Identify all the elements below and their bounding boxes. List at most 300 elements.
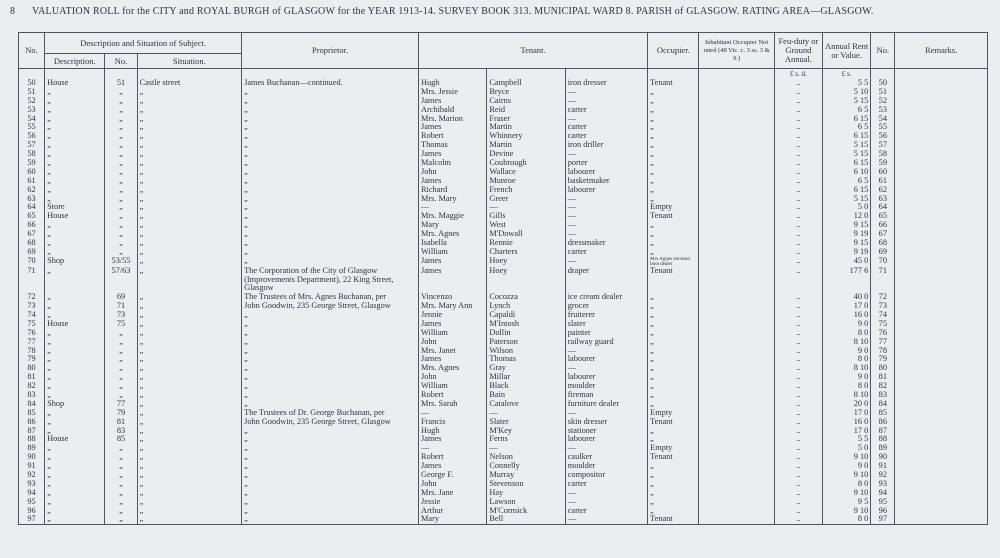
col-header-description: Description.	[45, 54, 105, 69]
row-tenant-surname: —	[487, 444, 565, 453]
row-tenant-first-name: Mrs. Jane	[419, 489, 487, 498]
row-tenant-surname: Coubrough	[487, 159, 565, 168]
col-header-no-right: No.	[871, 33, 895, 69]
row-house-number: „	[105, 123, 137, 132]
row-tenant-first-name: John	[419, 373, 487, 382]
row-occupier: „	[648, 177, 699, 186]
row-tenant-surname: Bell	[487, 515, 565, 524]
table-row	[19, 302, 988, 311]
row-situation: „	[137, 195, 242, 204]
row-annual-rent: 9 10	[823, 489, 871, 498]
table-row	[19, 347, 988, 356]
row-feu-duty: ..	[774, 221, 822, 230]
row-house-number: „	[105, 391, 137, 400]
row-situation: „	[137, 123, 242, 132]
row-annual-rent: 8 10	[823, 338, 871, 347]
row-tenant-occupation: carter	[565, 123, 647, 132]
row-number-right: 55	[871, 123, 895, 132]
row-house-number: 73	[105, 311, 137, 320]
row-inhabitant	[699, 355, 774, 364]
row-proprietor: „	[242, 168, 419, 177]
row-situation: „	[137, 267, 242, 293]
row-remarks	[895, 418, 988, 427]
row-tenant-surname: Catalove	[487, 400, 565, 409]
row-remarks	[895, 329, 988, 338]
row-tenant-occupation: carter	[565, 132, 647, 141]
row-inhabitant	[699, 177, 774, 186]
row-number: 60	[19, 168, 45, 177]
row-inhabitant	[699, 418, 774, 427]
row-tenant-surname: Paterson	[487, 338, 565, 347]
row-tenant-surname: Hoey	[487, 267, 565, 293]
row-tenant-first-name: James	[419, 257, 487, 267]
row-annual-rent: 5 5	[823, 435, 871, 444]
row-description: „	[45, 355, 105, 364]
row-inhabitant	[699, 168, 774, 177]
row-occupier: „	[648, 400, 699, 409]
row-annual-rent: 8 0	[823, 355, 871, 364]
row-annual-rent: 6 5	[823, 123, 871, 132]
row-tenant-first-name: Hugh	[419, 79, 487, 88]
table-row	[19, 230, 988, 239]
feu-units: £ s. d.	[774, 69, 822, 80]
row-tenant-occupation: —	[565, 221, 647, 230]
row-remarks	[895, 364, 988, 373]
row-situation: „	[137, 257, 242, 267]
row-description: „	[45, 115, 105, 124]
row-annual-rent: 9 19	[823, 248, 871, 257]
row-description: „	[45, 329, 105, 338]
table-row	[19, 221, 988, 230]
row-occupier: „	[648, 186, 699, 195]
row-feu-duty: ..	[774, 168, 822, 177]
row-feu-duty: ..	[774, 159, 822, 168]
row-tenant-occupation: —	[565, 195, 647, 204]
row-situation: „	[137, 186, 242, 195]
row-tenant-surname: Wallace	[487, 168, 565, 177]
row-annual-rent: 9 10	[823, 507, 871, 516]
row-situation: „	[137, 239, 242, 248]
row-feu-duty: ..	[774, 302, 822, 311]
row-number: 53	[19, 106, 45, 115]
row-number-right: 64	[871, 203, 895, 212]
row-remarks	[895, 168, 988, 177]
row-occupier: Tenant	[648, 418, 699, 427]
table-row	[19, 79, 988, 88]
row-house-number: „	[105, 106, 137, 115]
row-situation: „	[137, 480, 242, 489]
row-tenant-first-name: James	[419, 320, 487, 329]
row-tenant-surname: Gills	[487, 212, 565, 221]
row-tenant-occupation: —	[565, 203, 647, 212]
row-inhabitant	[699, 498, 774, 507]
row-inhabitant	[699, 239, 774, 248]
row-proprietor: „	[242, 106, 419, 115]
row-tenant-surname: Millar	[487, 373, 565, 382]
row-description: „	[45, 364, 105, 373]
row-remarks	[895, 212, 988, 221]
row-number: 58	[19, 150, 45, 159]
row-description: „	[45, 88, 105, 97]
row-occupier: „	[648, 462, 699, 471]
row-number-right: 61	[871, 177, 895, 186]
row-situation: „	[137, 132, 242, 141]
row-proprietor: „	[242, 382, 419, 391]
row-feu-duty: ..	[774, 311, 822, 320]
row-description: „	[45, 382, 105, 391]
row-number: 59	[19, 159, 45, 168]
table-row	[19, 267, 988, 293]
row-tenant-surname: Murray	[487, 471, 565, 480]
row-feu-duty: ..	[774, 489, 822, 498]
row-tenant-first-name: George F.	[419, 471, 487, 480]
row-number-right: 77	[871, 338, 895, 347]
table-row	[19, 480, 988, 489]
row-occupier: „	[648, 115, 699, 124]
row-situation: „	[137, 355, 242, 364]
row-feu-duty: ..	[774, 364, 822, 373]
table-row	[19, 444, 988, 453]
row-occupier: Tenant	[648, 267, 699, 293]
row-tenant-occupation: carter	[565, 507, 647, 516]
row-tenant-first-name: Robert	[419, 391, 487, 400]
row-tenant-surname: Slater	[487, 418, 565, 427]
row-tenant-surname: Bryce	[487, 88, 565, 97]
row-number-right: 58	[871, 150, 895, 159]
row-tenant-occupation: fireman	[565, 391, 647, 400]
row-number-right: 63	[871, 195, 895, 204]
row-tenant-occupation: —	[565, 489, 647, 498]
row-situation: „	[137, 329, 242, 338]
row-annual-rent: 9 0	[823, 347, 871, 356]
row-house-number: „	[105, 453, 137, 462]
row-tenant-surname: Nelson	[487, 453, 565, 462]
row-tenant-occupation: —	[565, 364, 647, 373]
row-number-right: 70	[871, 257, 895, 267]
row-description: „	[45, 347, 105, 356]
row-house-number: „	[105, 355, 137, 364]
row-description: „	[45, 123, 105, 132]
row-situation: „	[137, 221, 242, 230]
row-occupier: „	[648, 427, 699, 436]
row-description: „	[45, 230, 105, 239]
row-tenant-first-name: Mary	[419, 515, 487, 524]
row-tenant-first-name: Mrs. Mary Ann	[419, 302, 487, 311]
row-tenant-occupation: —	[565, 515, 647, 524]
row-inhabitant	[699, 79, 774, 88]
row-tenant-surname: Capaldi	[487, 311, 565, 320]
row-tenant-surname: Martin	[487, 141, 565, 150]
row-tenant-first-name: Mrs. Marion	[419, 115, 487, 124]
row-annual-rent: 8 10	[823, 391, 871, 400]
row-house-number: 57/63	[105, 267, 137, 293]
row-proprietor: „	[242, 88, 419, 97]
row-tenant-occupation: painter	[565, 329, 647, 338]
row-number: 51	[19, 88, 45, 97]
row-proprietor: „	[242, 132, 419, 141]
row-proprietor: The Trustees of Mrs. Agnes Buchanan, per	[242, 293, 419, 302]
row-annual-rent: 8 0	[823, 329, 871, 338]
row-situation: „	[137, 115, 242, 124]
row-number-right: 95	[871, 498, 895, 507]
row-feu-duty: ..	[774, 150, 822, 159]
row-number-right: 68	[871, 239, 895, 248]
row-number: 78	[19, 347, 45, 356]
row-annual-rent: 40 0	[823, 293, 871, 302]
row-annual-rent: 45 0	[823, 257, 871, 267]
table-row	[19, 409, 988, 418]
row-tenant-occupation: —	[565, 115, 647, 124]
row-feu-duty: ..	[774, 230, 822, 239]
row-tenant-occupation: carter	[565, 106, 647, 115]
row-tenant-surname: Campbell	[487, 79, 565, 88]
row-tenant-occupation: —	[565, 257, 647, 267]
row-inhabitant	[699, 400, 774, 409]
col-header-remarks: Remarks.	[895, 33, 988, 69]
row-remarks	[895, 267, 988, 293]
row-tenant-surname: M'Cormick	[487, 507, 565, 516]
row-occupier: Empty	[648, 444, 699, 453]
row-annual-rent: 16 0	[823, 311, 871, 320]
row-inhabitant	[699, 462, 774, 471]
row-occupier: „	[648, 141, 699, 150]
row-proprietor: „	[242, 462, 419, 471]
row-remarks	[895, 293, 988, 302]
row-situation: „	[137, 515, 242, 524]
row-number: 92	[19, 471, 45, 480]
row-situation: „	[137, 435, 242, 444]
row-situation: „	[137, 364, 242, 373]
row-number: 94	[19, 489, 45, 498]
row-remarks	[895, 338, 988, 347]
row-number-right: 71	[871, 267, 895, 293]
row-remarks	[895, 382, 988, 391]
row-remarks	[895, 435, 988, 444]
row-remarks	[895, 320, 988, 329]
row-situation: „	[137, 427, 242, 436]
row-tenant-occupation: labourer	[565, 373, 647, 382]
table-row	[19, 239, 988, 248]
row-proprietor: „	[242, 347, 419, 356]
row-inhabitant	[699, 267, 774, 293]
row-house-number: „	[105, 248, 137, 257]
row-house-number: „	[105, 150, 137, 159]
row-inhabitant	[699, 150, 774, 159]
row-description: „	[45, 391, 105, 400]
col-header-feu-duty: Feu-duty or Ground Annual.	[774, 33, 822, 69]
row-remarks	[895, 79, 988, 88]
row-feu-duty: ..	[774, 248, 822, 257]
row-remarks	[895, 230, 988, 239]
row-feu-duty: ..	[774, 239, 822, 248]
row-tenant-occupation: —	[565, 230, 647, 239]
row-tenant-surname: Stevenson	[487, 480, 565, 489]
row-tenant-surname: Rennie	[487, 239, 565, 248]
row-situation: „	[137, 203, 242, 212]
row-inhabitant	[699, 302, 774, 311]
row-proprietor: „	[242, 320, 419, 329]
row-annual-rent: 5 15	[823, 97, 871, 106]
row-description: „	[45, 515, 105, 524]
row-tenant-first-name: Mrs. Agnes	[419, 230, 487, 239]
row-proprietor: „	[242, 257, 419, 267]
col-header-inhabitant: Inhabitant Occupier Not rated (48 Vic. c. 3 ss. 3 & 9.)	[699, 33, 774, 69]
row-tenant-occupation: furniture dealer	[565, 400, 647, 409]
col-header-occupier: Occupier.	[648, 33, 699, 69]
row-inhabitant	[699, 338, 774, 347]
row-number: 73	[19, 302, 45, 311]
row-proprietor: „	[242, 221, 419, 230]
row-description: „	[45, 195, 105, 204]
row-occupier: „	[648, 435, 699, 444]
table-row	[19, 507, 988, 516]
row-annual-rent: 8 10	[823, 364, 871, 373]
row-remarks	[895, 391, 988, 400]
row-description: Shop	[45, 400, 105, 409]
row-annual-rent: 9 15	[823, 239, 871, 248]
row-feu-duty: ..	[774, 88, 822, 97]
row-tenant-surname: —	[487, 203, 565, 212]
table-row	[19, 97, 988, 106]
table-row	[19, 88, 988, 97]
row-house-number: 85	[105, 435, 137, 444]
table-row	[19, 159, 988, 168]
row-proprietor: „	[242, 453, 419, 462]
row-feu-duty: ..	[774, 347, 822, 356]
row-tenant-first-name: James	[419, 97, 487, 106]
row-tenant-occupation: labourer	[565, 186, 647, 195]
row-house-number: „	[105, 471, 137, 480]
row-occupier: „	[648, 221, 699, 230]
table-row	[19, 462, 988, 471]
row-tenant-occupation: —	[565, 498, 647, 507]
row-inhabitant	[699, 373, 774, 382]
row-feu-duty: ..	[774, 106, 822, 115]
row-proprietor: „	[242, 123, 419, 132]
row-feu-duty: ..	[774, 382, 822, 391]
row-occupier: „	[648, 195, 699, 204]
row-situation: „	[137, 320, 242, 329]
row-description: Store	[45, 203, 105, 212]
row-occupier: „	[648, 355, 699, 364]
row-situation: „	[137, 302, 242, 311]
row-occupier: „	[648, 302, 699, 311]
row-tenant-surname: Martin	[487, 123, 565, 132]
rent-units: £ s.	[823, 69, 871, 80]
row-tenant-first-name: —	[419, 203, 487, 212]
row-occupier: „	[648, 230, 699, 239]
row-annual-rent: 17 0	[823, 427, 871, 436]
table-row	[19, 132, 988, 141]
row-inhabitant	[699, 132, 774, 141]
row-feu-duty: ..	[774, 435, 822, 444]
row-situation: „	[137, 471, 242, 480]
row-annual-rent: 5 0	[823, 203, 871, 212]
row-remarks	[895, 347, 988, 356]
row-house-number: 77	[105, 400, 137, 409]
row-tenant-first-name: James	[419, 355, 487, 364]
row-tenant-first-name: John	[419, 168, 487, 177]
row-house-number: „	[105, 338, 137, 347]
row-description: „	[45, 507, 105, 516]
row-remarks	[895, 471, 988, 480]
row-tenant-occupation: caulker	[565, 453, 647, 462]
row-number-right: 54	[871, 115, 895, 124]
row-situation: „	[137, 489, 242, 498]
table-row	[19, 373, 988, 382]
row-proprietor: „	[242, 373, 419, 382]
row-number-right: 73	[871, 302, 895, 311]
row-situation: „	[137, 400, 242, 409]
row-description: „	[45, 267, 105, 293]
row-remarks	[895, 177, 988, 186]
row-number-right: 50	[871, 79, 895, 88]
row-annual-rent: 5 10	[823, 88, 871, 97]
row-remarks	[895, 311, 988, 320]
row-feu-duty: ..	[774, 462, 822, 471]
row-description: „	[45, 409, 105, 418]
row-situation: „	[137, 177, 242, 186]
row-remarks	[895, 507, 988, 516]
row-inhabitant	[699, 435, 774, 444]
row-proprietor: „	[242, 400, 419, 409]
table-row	[19, 471, 988, 480]
row-proprietor: John Goodwin, 235 George Street, Glasgow	[242, 418, 419, 427]
row-description: „	[45, 498, 105, 507]
row-house-number: „	[105, 329, 137, 338]
row-house-number: „	[105, 88, 137, 97]
row-description: House	[45, 320, 105, 329]
row-situation: „	[137, 97, 242, 106]
row-annual-rent: 8 0	[823, 480, 871, 489]
row-annual-rent: 9 5	[823, 498, 871, 507]
row-occupier: „	[648, 311, 699, 320]
row-proprietor: „	[242, 311, 419, 320]
table-row	[19, 311, 988, 320]
row-number-right: 82	[871, 382, 895, 391]
row-tenant-first-name: Archibald	[419, 106, 487, 115]
row-feu-duty: ..	[774, 203, 822, 212]
row-number-right: 86	[871, 418, 895, 427]
row-proprietor: „	[242, 239, 419, 248]
row-tenant-surname: Gray	[487, 364, 565, 373]
row-tenant-surname: Whinnery	[487, 132, 565, 141]
row-number: 79	[19, 355, 45, 364]
row-remarks	[895, 400, 988, 409]
row-inhabitant	[699, 444, 774, 453]
row-number: 76	[19, 329, 45, 338]
row-tenant-first-name: James	[419, 123, 487, 132]
row-tenant-first-name: Mrs. Mary	[419, 195, 487, 204]
units-row	[19, 69, 988, 80]
row-remarks	[895, 489, 988, 498]
row-number-right: 93	[871, 480, 895, 489]
row-occupier: „	[648, 293, 699, 302]
row-tenant-first-name: William	[419, 382, 487, 391]
row-house-number: „	[105, 239, 137, 248]
row-description: „	[45, 444, 105, 453]
row-tenant-first-name: John	[419, 480, 487, 489]
row-remarks	[895, 453, 988, 462]
row-occupier: „	[648, 168, 699, 177]
row-proprietor: „	[242, 355, 419, 364]
row-inhabitant	[699, 195, 774, 204]
row-feu-duty: ..	[774, 123, 822, 132]
row-tenant-surname: M'Intosh	[487, 320, 565, 329]
row-tenant-occupation: labourer	[565, 168, 647, 177]
row-inhabitant	[699, 88, 774, 97]
row-house-number: „	[105, 221, 137, 230]
